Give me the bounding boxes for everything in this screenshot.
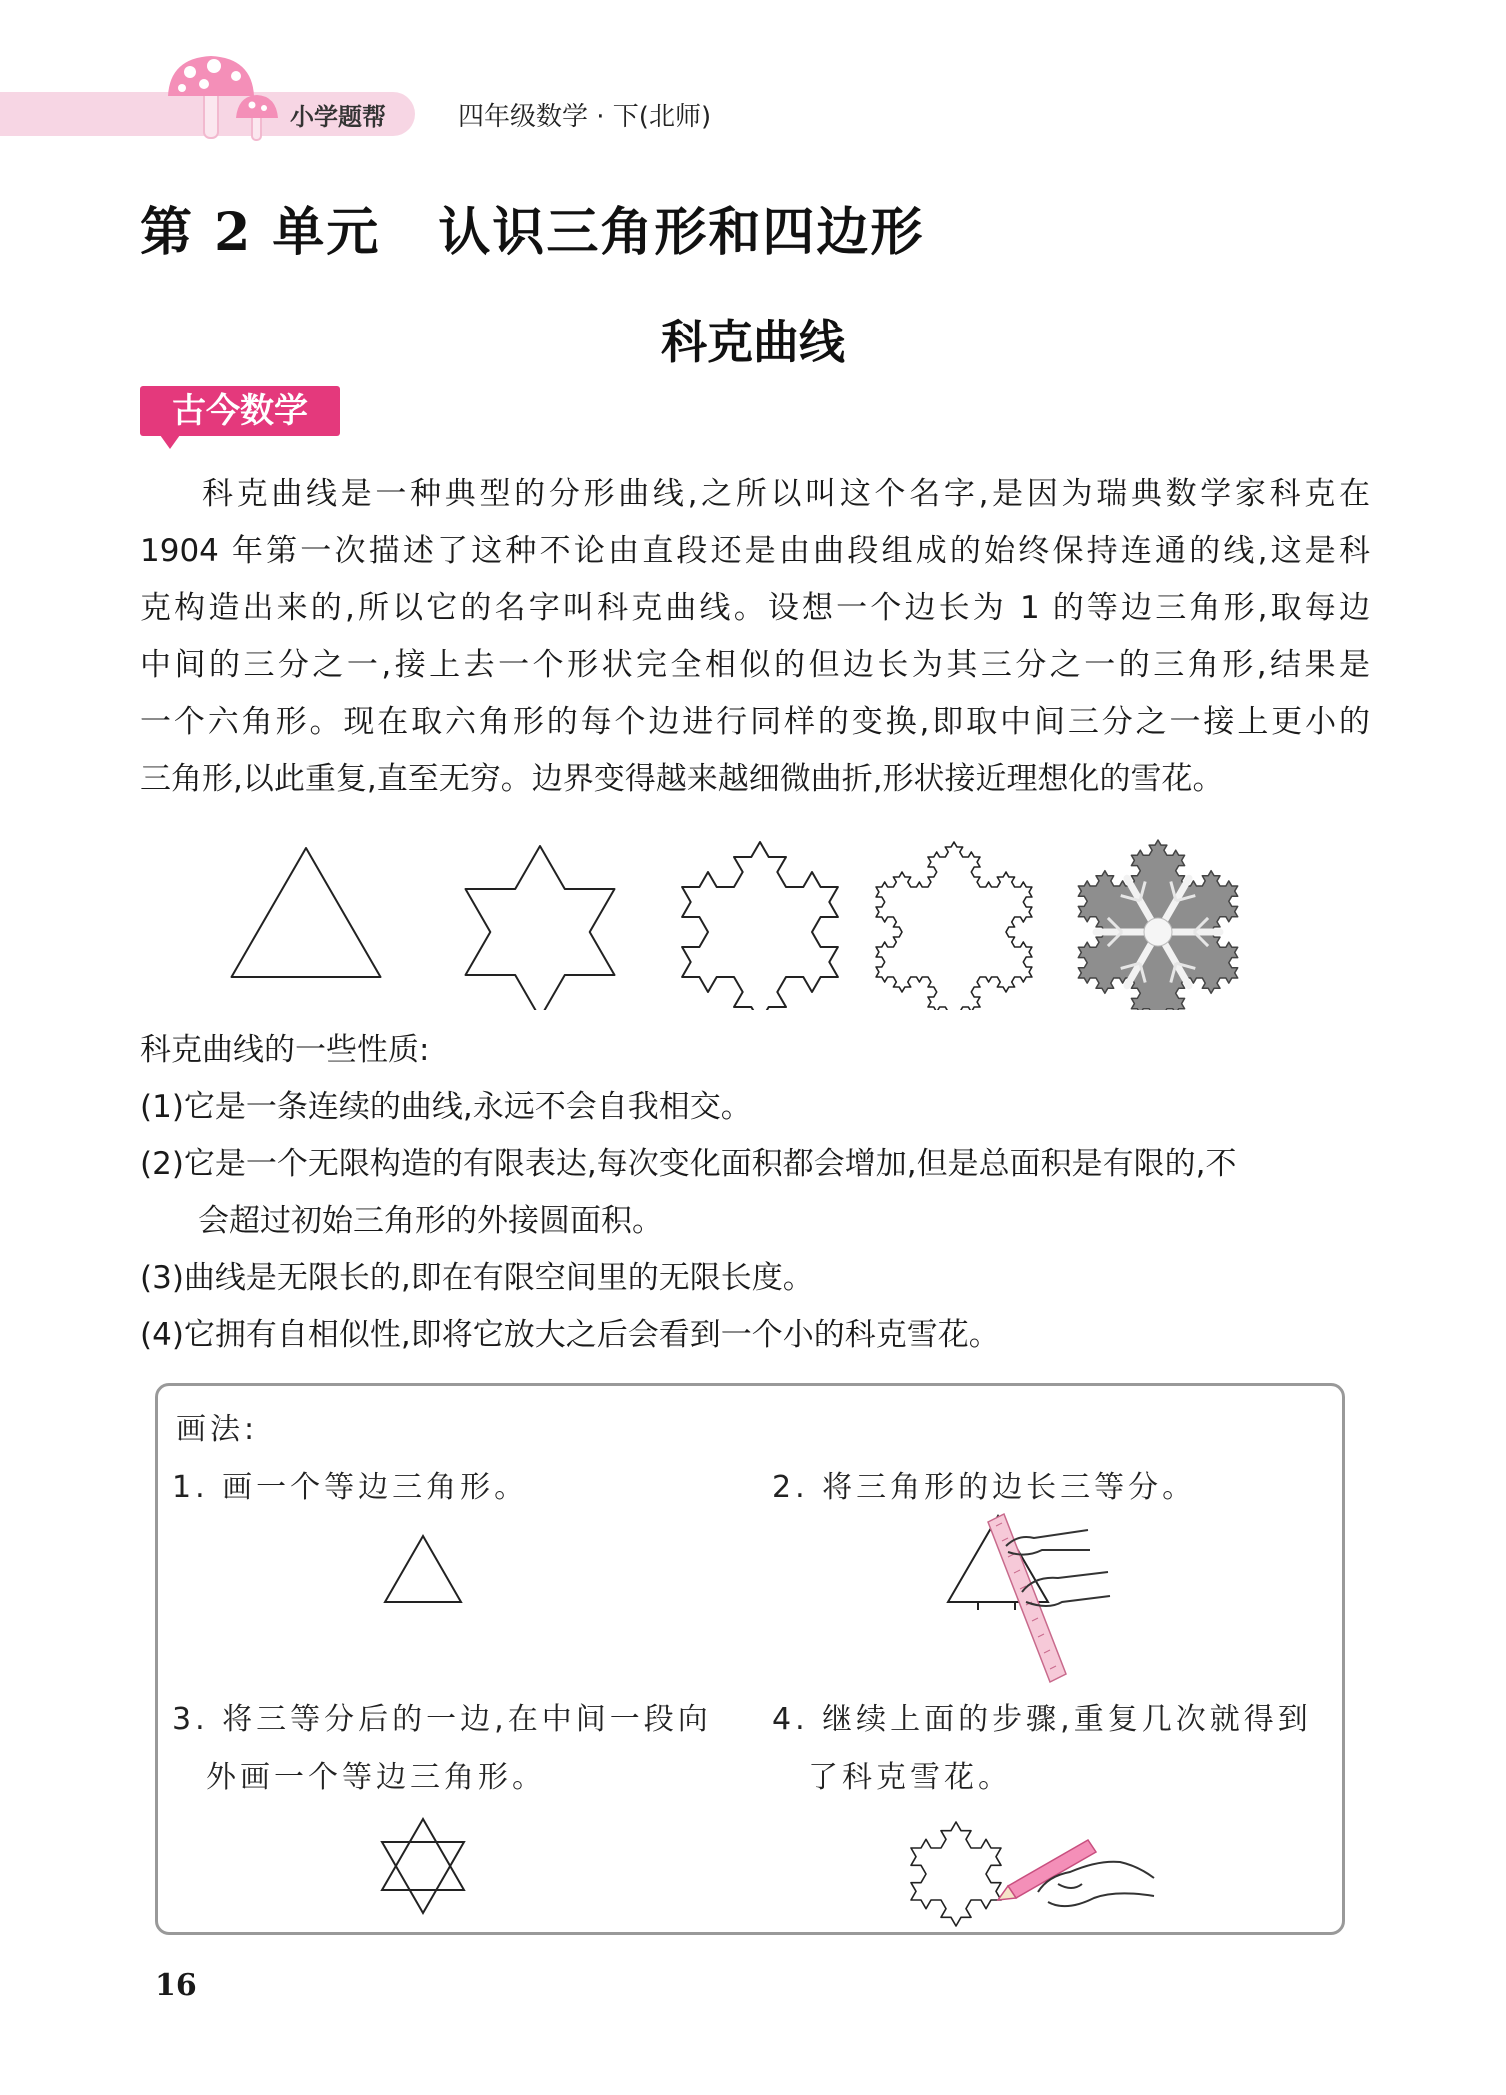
page-number: 16 xyxy=(155,1968,197,2003)
tag-label: 古今数学 xyxy=(140,386,340,436)
intro-line: 中间的三分之一,接上去一个形状完全相似的但边长为其三分之一的三角形,结果是 xyxy=(140,647,1370,683)
step-1-triangle xyxy=(378,1530,468,1610)
step-3: 3. 将三等分后的一边,在中间一段向 xyxy=(172,1702,712,1737)
header-brand: 小学题帮 xyxy=(290,103,386,131)
intro-line: 1904 年第一次描述了这种不论由直段还是由曲段组成的始终保持连通的线,这是科 xyxy=(140,533,1370,569)
unit-title xyxy=(140,190,924,265)
koch-iterations-figure xyxy=(0,820,1506,1010)
mushroom-icon xyxy=(160,52,290,144)
unit-name: 认识三角形和四边形 xyxy=(438,202,925,263)
tag-tail xyxy=(160,435,180,449)
snowflake-photo xyxy=(1078,840,1237,1010)
pencil-icon xyxy=(998,1840,1096,1900)
step-4: 4. 继续上面的步骤,重复几次就得到 xyxy=(772,1702,1312,1737)
small-koch-outline xyxy=(911,1822,1001,1926)
koch-stage-2 xyxy=(682,842,838,1010)
property-item: (2)它是一个无限构造的有限表达,每次变化面积都会增加,但是总面积是有限的,不 xyxy=(140,1146,1237,1182)
intro-line: 一个六角形。现在取六角形的每个边进行同样的变换,即取中间三分之一接上更小的 xyxy=(140,704,1370,740)
koch-stage-3 xyxy=(876,842,1032,1010)
property-item-continued: 会超过初始三角形的外接圆面积。 xyxy=(198,1203,663,1239)
step-2-ruler-illustration xyxy=(938,1506,1298,1686)
property-item: (4)它拥有自相似性,即将它放大之后会看到一个小的科克雪花。 xyxy=(140,1317,1000,1353)
intro-line: 克构造出来的,所以它的名字叫科克曲线。设想一个边长为 1 的等边三角形,取每边 xyxy=(140,590,1370,626)
intro-line: 科克曲线是一种典型的分形曲线,之所以叫这个名字,是因为瑞典数学家科克在 xyxy=(202,476,1370,512)
koch-stage-0-triangle xyxy=(232,848,381,977)
koch-stage-0 xyxy=(232,848,381,977)
step-4-pencil-illustration xyxy=(898,1802,1338,1932)
step-3-continued: 外画一个等边三角形。 xyxy=(206,1760,546,1795)
section-title: 科克曲线 xyxy=(661,315,845,369)
intro-line: 三角形,以此重复,直至无穷。边界变得越来越细微曲折,形状接近理想化的雪花。 xyxy=(140,761,1224,797)
property-item: (3)曲线是无限长的,即在有限空间里的无限长度。 xyxy=(140,1260,814,1296)
drawing-heading: 画法: xyxy=(176,1412,259,1447)
unit-number: 第 2 单元 xyxy=(140,202,381,263)
koch-stage-3-curve xyxy=(876,842,1032,1010)
drawing-method-box xyxy=(155,1383,1345,1935)
koch-stage-1 xyxy=(466,846,615,1010)
step-1: 1. 画一个等边三角形。 xyxy=(172,1470,529,1505)
step-4-continued: 了科克雪花。 xyxy=(808,1760,1012,1795)
header-book-title: 四年级数学 · 下(北师) xyxy=(458,102,712,132)
step-3-hexagram xyxy=(368,1811,478,1921)
intro-paragraph xyxy=(140,466,1370,808)
koch-stage-1-star xyxy=(466,846,615,1010)
ruler-icon xyxy=(988,1514,1066,1682)
properties-heading: 科克曲线的一些性质: xyxy=(140,1032,430,1068)
step-2: 2. 将三角形的边长三等分。 xyxy=(772,1470,1197,1505)
koch-stage-2-curve xyxy=(682,842,838,1010)
properties-list xyxy=(140,1022,1380,1364)
property-item: (1)它是一条连续的曲线,永远不会自我相交。 xyxy=(140,1089,752,1125)
small-koch-snowflake xyxy=(911,1822,1001,1926)
snowflake-crystal-center xyxy=(1144,918,1172,946)
